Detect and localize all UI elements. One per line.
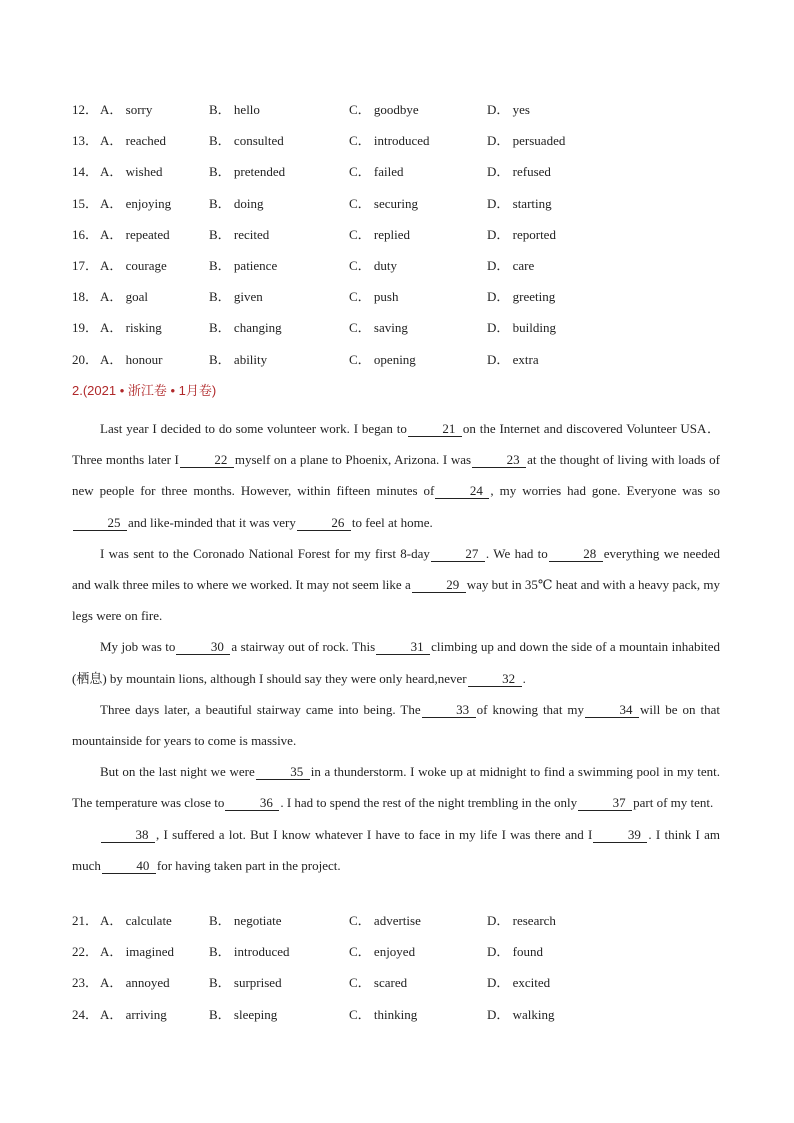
option-c: C． enjoyed	[349, 944, 416, 960]
blank-34: 34	[585, 703, 639, 718]
blank-31: 31	[376, 640, 430, 655]
option-b: B． consulted	[209, 133, 284, 149]
passage-text: on the Internet and discovered Volunteer USA． Three months later I	[72, 421, 720, 468]
passage-text: and like-minded that it was very	[128, 514, 296, 530]
passage-text: I was sent to the Coronado National Forest for my first 8-day	[100, 545, 430, 561]
option-c: C． opening	[349, 351, 416, 367]
passage-paragraph-5	[72, 756, 720, 818]
passage-paragraph-4	[72, 694, 720, 756]
option-d: D． research	[487, 913, 556, 928]
option-c: C． thinking	[349, 1006, 418, 1022]
option-a: A． arriving	[100, 1006, 167, 1022]
blank-25: 25	[73, 516, 127, 531]
passage-text: everything we needed and walk three miles to where we worked. It may not seem like a	[72, 545, 720, 593]
option-a: A． sorry	[100, 102, 153, 117]
passage-text: But on the last night we were	[100, 764, 255, 780]
option-d: D． refused	[487, 164, 551, 180]
option-b: B． surprised	[209, 975, 282, 991]
option-c: C． securing	[349, 195, 418, 211]
question-options-top	[72, 101, 732, 382]
blank-29: 29	[412, 578, 466, 593]
section-heading: 2.(2021 • 浙江卷 • 1月卷)	[72, 383, 217, 398]
option-c: C． introduced	[349, 133, 430, 149]
question-number: 20．	[72, 351, 99, 367]
option-b: B． negotiate	[209, 913, 282, 928]
question-number: 13．	[72, 133, 99, 149]
option-d: D． persuaded	[487, 133, 566, 149]
option-d: D． greeting	[487, 289, 556, 305]
blank-33: 33	[422, 703, 476, 718]
question-row-19	[72, 319, 732, 350]
option-a: A． repeated	[100, 226, 170, 242]
question-number: 23．	[72, 975, 99, 991]
blank-39: 39	[593, 828, 647, 843]
passage-text: , my worries had gone. Everyone was so	[490, 483, 720, 499]
question-number: 21．	[72, 913, 99, 928]
blank-37: 37	[578, 796, 632, 811]
blank-21: 21	[408, 422, 462, 437]
blank-22: 22	[180, 453, 234, 468]
passage-text: of knowing that my	[476, 701, 585, 717]
option-b: B． doing	[209, 195, 264, 211]
option-b: B． changing	[209, 320, 282, 336]
option-b: B． introduced	[209, 944, 290, 960]
option-d: D． excited	[487, 975, 551, 991]
option-d: D． found	[487, 944, 543, 960]
passage-paragraph-1	[72, 413, 720, 538]
question-row-12	[72, 101, 732, 132]
option-d: D． building	[487, 320, 556, 336]
option-c: C． failed	[349, 164, 404, 180]
blank-30: 30	[176, 640, 230, 655]
blank-32: 32	[468, 672, 522, 687]
passage-text: for having taken part in the project.	[156, 857, 341, 873]
option-d: D． care	[487, 257, 535, 273]
question-row-21	[72, 912, 732, 943]
question-number: 12．	[72, 102, 99, 117]
cloze-passage	[72, 413, 720, 881]
blank-24: 24	[435, 484, 489, 499]
option-b: B． recited	[209, 226, 270, 242]
passage-text: myself on a plane to Phoenix, Arizona. I was	[234, 452, 472, 468]
option-a: A． goal	[100, 289, 149, 305]
option-b: B． given	[209, 289, 263, 305]
question-row-20	[72, 351, 732, 382]
option-c: C． duty	[349, 257, 398, 273]
option-a: A． annoyed	[100, 975, 170, 991]
passage-text: . I think I am much	[72, 826, 721, 873]
option-d: D． starting	[487, 195, 552, 211]
passage-text: . I had to spend the rest of the night trembling in the only	[280, 795, 578, 811]
passage-text: will be on that mountainside for years to come is massive.	[72, 701, 720, 749]
passage-text: . We had to	[485, 545, 548, 561]
passage-paragraph-2	[72, 538, 720, 632]
question-number: 18．	[72, 289, 99, 305]
blank-26: 26	[297, 516, 351, 531]
option-a: A． reached	[100, 133, 167, 149]
passage-text: Three days later, a beautiful stairway came into being. The	[100, 701, 421, 717]
passage-text: part of my tent.	[633, 795, 714, 811]
option-c: C． push	[349, 289, 399, 305]
passage-text: Last year I decided to do some volunteer work. I began to	[100, 421, 407, 436]
passage-text: climbing up and down the side of a mountain inhabited (栖息) by mountain lions, although I should say they were only heard,never	[72, 639, 721, 686]
passage-text: a stairway out of rock. This	[231, 639, 376, 655]
option-a: A． calculate	[100, 913, 172, 928]
option-b: B． ability	[209, 351, 268, 367]
passage-paragraph-6	[72, 819, 720, 881]
option-b: B． pretended	[209, 164, 286, 180]
passage-text: , I suffered a lot. But I know whatever I have to face in my life I was there and I	[156, 826, 593, 842]
question-options-bottom	[72, 912, 732, 1037]
passage-text: .	[522, 670, 526, 686]
blank-38: 38	[101, 828, 155, 843]
question-number: 24．	[72, 1006, 99, 1022]
blank-23: 23	[472, 453, 526, 468]
blank-35: 35	[256, 765, 310, 780]
option-c: C． goodbye	[349, 102, 419, 117]
question-row-13	[72, 132, 732, 163]
option-c: C． replied	[349, 226, 411, 242]
question-row-16	[72, 226, 732, 257]
passage-paragraph-3	[72, 631, 720, 693]
question-row-15	[72, 195, 732, 226]
blank-36: 36	[225, 796, 279, 811]
option-d: D． reported	[487, 226, 556, 242]
question-row-23	[72, 974, 732, 1005]
option-c: C． advertise	[349, 913, 421, 928]
blank-27: 27	[431, 547, 485, 562]
blank-40: 40	[102, 859, 156, 874]
question-number: 17．	[72, 257, 99, 273]
question-row-17	[72, 257, 732, 288]
passage-text: in a thunderstorm. I woke up at midnight to find a swimming pool in my tent. The temperature was close to	[72, 764, 720, 811]
option-a: A． risking	[100, 320, 162, 336]
option-a: A． courage	[100, 257, 167, 273]
passage-text: way but in 35℃ heat and with a heavy pack, my legs were on fire.	[72, 577, 721, 624]
question-number: 15．	[72, 195, 99, 211]
passage-text: My job was to	[100, 639, 176, 655]
option-a: A． honour	[100, 351, 163, 367]
option-b: B． patience	[209, 257, 278, 273]
question-number: 16．	[72, 226, 99, 242]
option-d: D． yes	[487, 102, 530, 117]
option-c: C． scared	[349, 975, 408, 991]
question-row-18	[72, 288, 732, 319]
question-row-14	[72, 163, 732, 194]
option-d: D． walking	[487, 1006, 555, 1022]
option-b: B． hello	[209, 102, 260, 117]
blank-28: 28	[549, 547, 603, 562]
question-row-24	[72, 1006, 732, 1037]
option-a: A． enjoying	[100, 195, 172, 211]
question-number: 14．	[72, 164, 99, 180]
question-number: 19．	[72, 320, 99, 336]
question-row-22	[72, 943, 732, 974]
option-c: C． saving	[349, 320, 408, 336]
question-number: 22．	[72, 944, 99, 960]
option-b: B． sleeping	[209, 1006, 278, 1022]
option-d: D． extra	[487, 351, 539, 367]
passage-text: at the thought of living with loads of new people for three months. However, within fifteen minutes of	[72, 452, 720, 499]
option-a: A． imagined	[100, 944, 175, 960]
option-a: A． wished	[100, 164, 163, 180]
passage-text: to feel at home.	[351, 514, 433, 530]
